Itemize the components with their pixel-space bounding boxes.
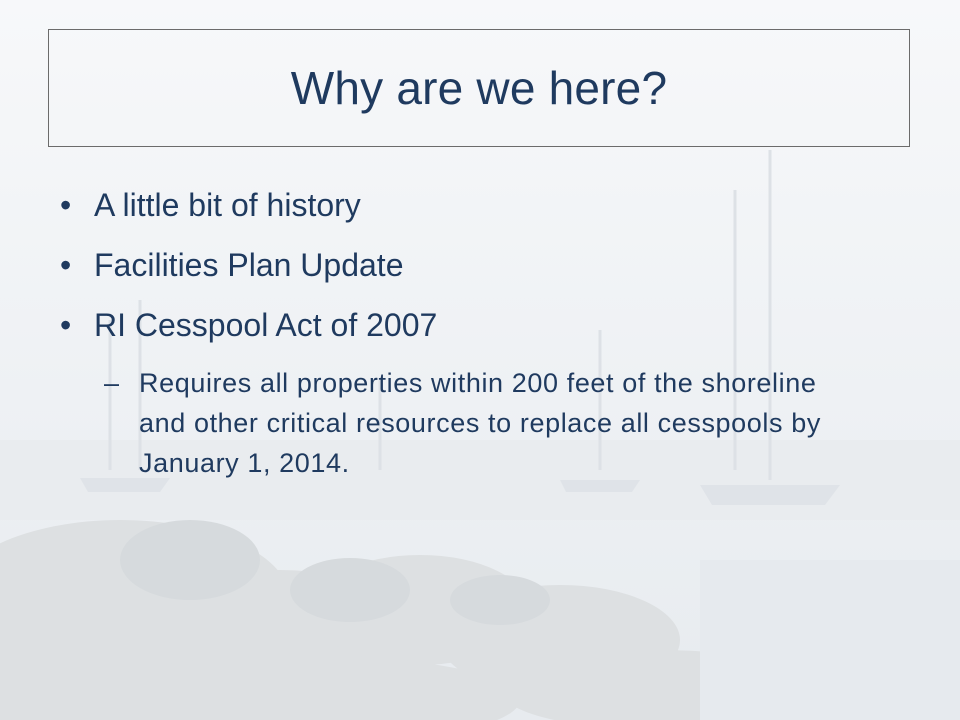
bullet-marker: • [60,247,72,283]
bullet-text: A little bit of history [94,187,361,223]
bullet-item [60,235,920,295]
sub-bullet-item [104,363,859,483]
bullet-text: Facilities Plan Update [94,247,404,283]
bullet-item [60,295,920,355]
bullet-list [60,175,920,483]
slide-title: Why are we here? [290,62,668,114]
sub-bullet-marker: – [104,368,120,398]
title-box [48,29,910,147]
bullet-item [60,175,920,235]
bullet-text: RI Cesspool Act of 2007 [94,307,438,343]
bullet-marker: • [60,187,72,223]
bullet-marker: • [60,307,72,343]
sub-bullet-text: Requires all properties within 200 feet of the shoreline and other critical resources to replace all cesspools by January 1, 2014. [139,368,821,478]
